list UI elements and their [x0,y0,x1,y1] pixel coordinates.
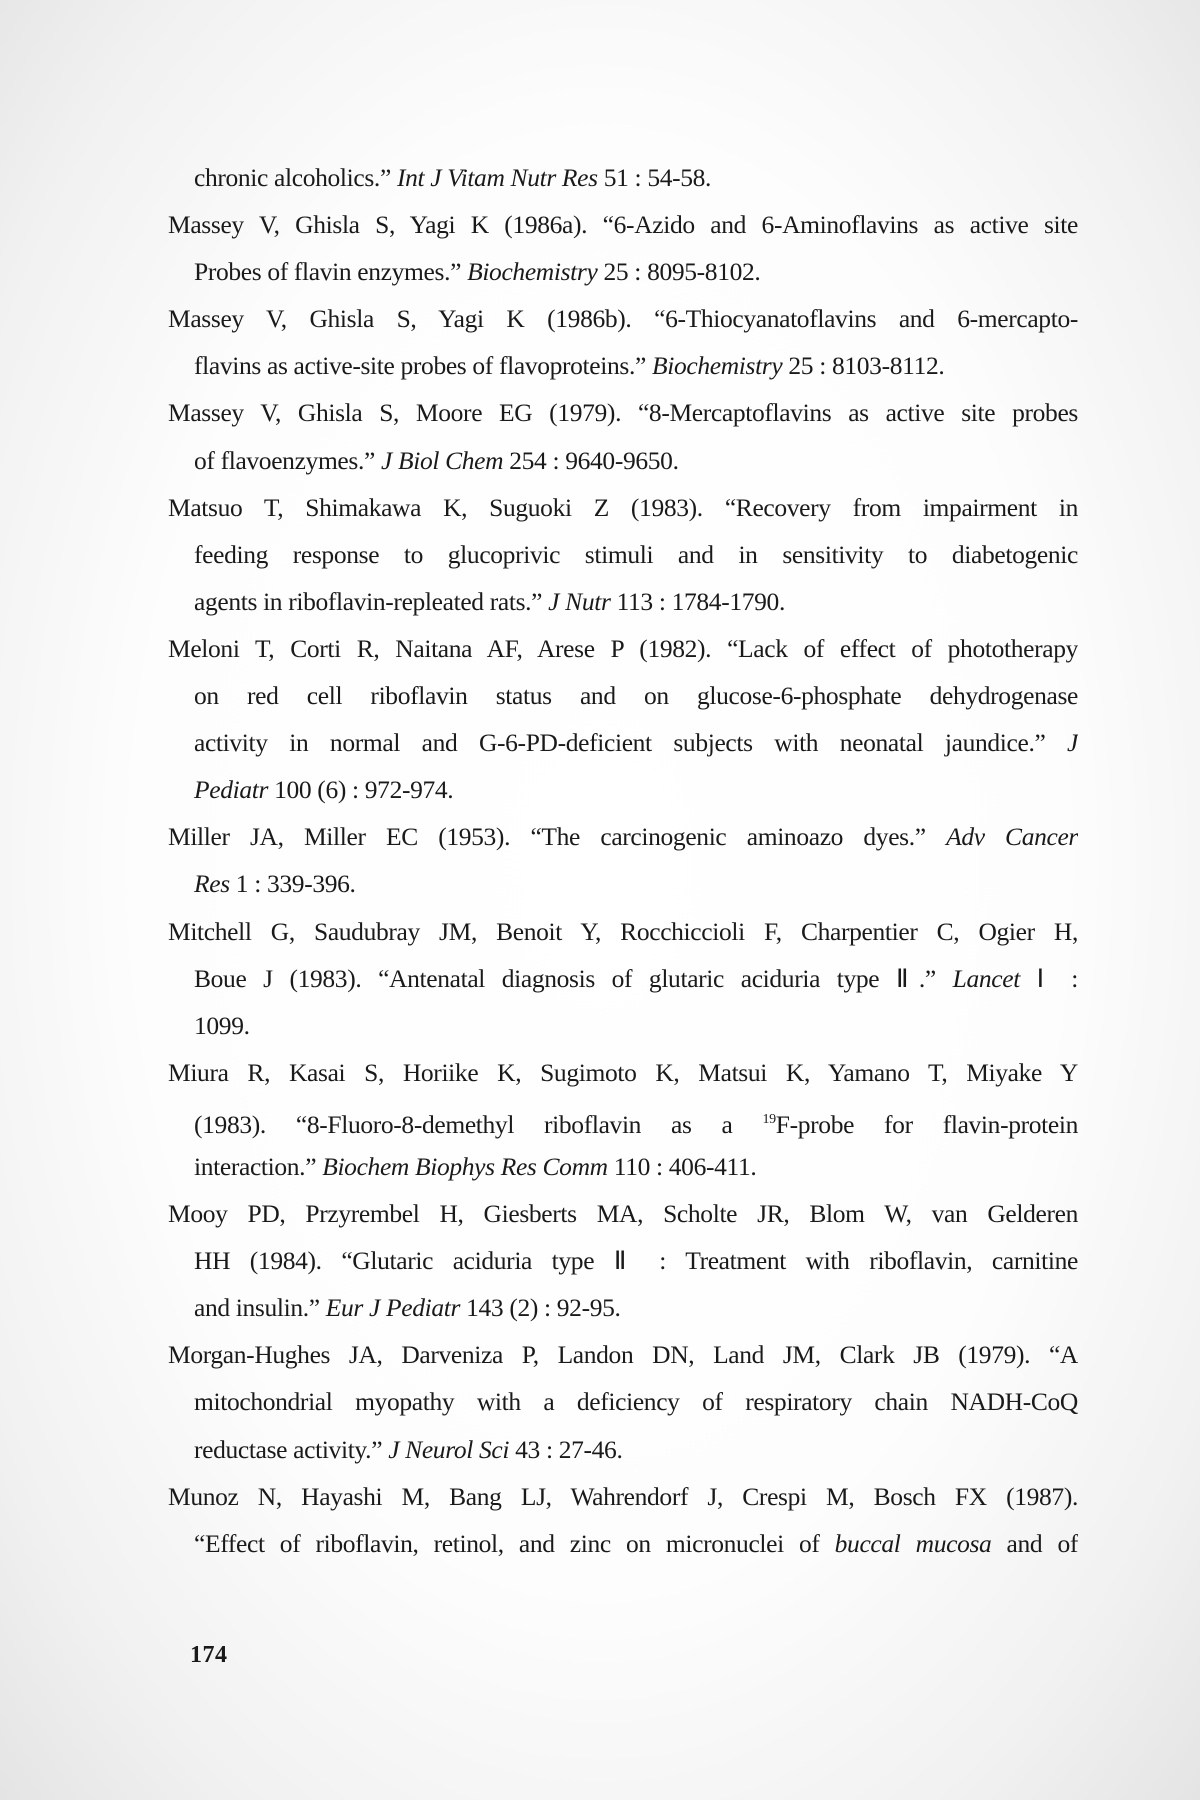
reference-line [168,1190,1078,1237]
journal-title: Biochem Biophys Res Comm [322,1151,608,1181]
journal-title: Lancet [952,963,1020,993]
reference-text: and of [991,1528,1078,1558]
reference-text: interaction.” [194,1151,323,1181]
reference-text: 51 : 54-58. [597,163,712,192]
reference-line [168,1049,1078,1096]
reference-list [168,154,1078,1567]
reference-entry [168,908,1078,1049]
reference-text: 1 : 339-396. [229,869,356,899]
reference-text: F-probe for flavin-protein [775,1109,1078,1139]
journal-title: Pediatr [194,775,269,805]
reference-line [168,908,1078,955]
reference-text: chronic alcoholics.” [194,163,397,192]
reference-text: mitochondrial myopathy with a deficiency of respiratory chain NADH-CoQ [194,1387,1078,1417]
journal-title: Biochemistry [652,351,783,381]
reference-text: of flavoenzymes.” [194,445,381,475]
reference-line [168,766,1078,813]
journal-title: Eur J Pediatr [325,1293,461,1323]
reference-text: 25 : 8103-8112. [782,351,945,381]
reference-text: Miura R, Kasai S, Horiike K, Sugimoto K, Matsui K, Yamano T, Miyake Y [168,1057,1078,1087]
reference-line [168,813,1078,860]
reference-text: 110 : 406-411. [607,1151,757,1181]
reference-text: Matsuo T, Shimakawa K, Suguoki Z (1983). “Recovery from impairment in [168,492,1078,522]
page-number: 174 [190,1642,228,1668]
reference-text: activity in normal and G-6-PD-deficient subjects with neonatal jaundice.” [194,728,1068,758]
reference-entry [168,1473,1078,1567]
reference-text: 254 : 9640-9650. [503,445,679,475]
reference-text: 25 : 8095-8102. [597,257,761,287]
reference-line [168,201,1078,248]
journal-title: J Biol Chem [381,445,504,475]
reference-line [168,1378,1078,1425]
reference-line [168,154,1078,201]
reference-text: Massey V, Ghisla S, Moore EG (1979). “8-Mercaptoflavins as active site probes [168,398,1078,428]
reference-text: Miller JA, Miller EC (1953). “The carcinogenic aminoazo dyes.” [168,822,947,852]
reference-line [168,389,1078,436]
reference-line [168,578,1078,625]
journal-title: J Nutr [548,586,611,616]
reference-text: Ⅰ : [1019,963,1078,993]
reference-line [168,531,1078,578]
reference-line [168,860,1078,907]
reference-line [168,1096,1078,1143]
reference-line [168,625,1078,672]
reference-text: reductase activity.” [194,1434,389,1464]
reference-text: HH (1984). “Glutaric aciduria type Ⅱ : Treatment with riboflavin, carnitine [194,1246,1078,1276]
reference-text: agents in riboflavin-repleated rats.” [194,586,549,616]
reference-line [168,1473,1078,1520]
reference-text: and insulin.” [194,1293,326,1323]
reference-line [168,1284,1078,1331]
reference-text: on red cell riboflavin status and on glucose-6-phosphate dehydrogenase [194,681,1078,711]
reference-text: (1983). “8-Fluoro-8-demethyl riboflavin as a [194,1109,763,1139]
reference-entry [168,295,1078,389]
reference-entry [168,484,1078,625]
reference-text: Meloni T, Corti R, Naitana AF, Arese P (1982). “Lack of effect of phototherapy [168,633,1078,663]
journal-title: Biochemistry [467,257,598,287]
reference-line [168,955,1078,1002]
reference-text: 1099. [194,1010,250,1040]
reference-text: Massey V, Ghisla S, Yagi K (1986a). “6-Azido and 6-Aminoflavins as active site [168,210,1078,240]
reference-text: “Effect of riboflavin, retinol, and zinc on micronuclei of [194,1528,835,1558]
reference-line [168,1520,1078,1567]
journal-title: buccal mucosa [834,1528,992,1558]
reference-line [168,1426,1078,1473]
reference-text: 43 : 27-46. [509,1434,623,1464]
reference-text: Boue J (1983). “Antenatal diagnosis of glutaric aciduria type Ⅱ.” [194,963,953,993]
reference-entry [168,1049,1078,1190]
reference-entry [168,1190,1078,1331]
reference-entry [168,201,1078,295]
reference-entry [168,813,1078,907]
reference-text: feeding response to glucoprivic stimuli and in sensitivity to diabetogenic [194,539,1078,569]
reference-line [168,248,1078,295]
reference-text: 113 : 1784-1790. [610,586,785,616]
journal-title: J Neurol Sci [388,1434,510,1464]
reference-text: Mooy PD, Przyrembel H, Giesberts MA, Scholte JR, Blom W, van Gelderen [168,1199,1078,1229]
journal-title: Res [194,869,230,899]
reference-line [168,295,1078,342]
journal-title: Adv Cancer [946,822,1078,852]
reference-text: flavins as active-site probes of flavoproteins.” [194,351,652,381]
reference-text: 100 (6) : 972-974. [268,775,454,805]
reference-text: 143 (2) : 92-95. [460,1293,621,1323]
reference-line [168,672,1078,719]
journal-title: Int J Vitam Nutr Res [396,163,598,192]
reference-text: Mitchell G, Saudubray JM, Benoit Y, Rocchiccioli F, Charpentier C, Ogier H, [168,916,1078,946]
reference-text: Morgan-Hughes JA, Darveniza P, Landon DN, Land JM, Clark JB (1979). “A [168,1340,1078,1370]
reference-entry [168,154,1078,201]
reference-entry [168,1331,1078,1472]
reference-line [168,1143,1078,1190]
superscript: 19 [762,1111,776,1127]
journal-title: J [1067,728,1078,758]
reference-line [168,1237,1078,1284]
reference-line [168,484,1078,531]
reference-line [168,1002,1078,1049]
reference-line [168,719,1078,766]
reference-line [168,1331,1078,1378]
reference-entry [168,625,1078,813]
reference-line [168,342,1078,389]
reference-text: Massey V, Ghisla S, Yagi K (1986b). “6-Thiocyanatoflavins and 6-mercapto- [168,304,1078,334]
reference-entry [168,389,1078,483]
reference-text: Probes of flavin enzymes.” [194,257,468,287]
reference-line [168,437,1078,484]
reference-text: Munoz N, Hayashi M, Bang LJ, Wahrendorf J, Crespi M, Bosch FX (1987). [168,1481,1078,1511]
